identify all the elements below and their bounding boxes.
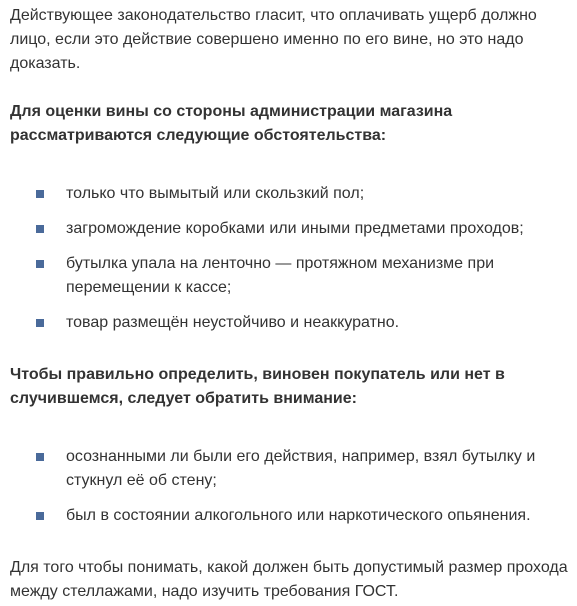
square-bullet-icon — [36, 190, 44, 198]
list-item-text: был в состоянии алкогольного или наркотического опьянения. — [66, 507, 531, 524]
section2-list — [10, 445, 569, 528]
square-bullet-icon — [36, 453, 44, 461]
list-item-text: товар размещён неустойчиво и неаккуратно. — [66, 314, 400, 331]
list-item — [36, 445, 569, 493]
list-item-text: только что вымытый или скользкий пол; — [66, 185, 365, 202]
list-item — [36, 217, 569, 241]
section2-heading: Чтобы правильно определить, виновен покупатель или нет в случившемся, следует обратить внимание: — [10, 366, 505, 407]
list-item-text: бутылка упала на ленточно — протяжном механизме при перемещении к кассе; — [66, 255, 495, 296]
section1-heading: Для оценки вины со стороны администрации магазина рассматриваются следующие обстоятельства: — [10, 103, 453, 144]
intro-paragraph: Действующее законодательство гласит, что оплачивать ущерб должно лицо, если это действие совершено именно по его вине, но это надо доказать. — [10, 7, 537, 72]
list-item — [36, 504, 569, 528]
list-item-text: осознанными ли были его действия, например, взял бутылку и стукнул её об стену; — [66, 448, 536, 489]
square-bullet-icon — [36, 225, 44, 233]
list-item-text: загромождение коробками или иными предметами проходов; — [66, 220, 524, 237]
list-item — [36, 252, 569, 300]
square-bullet-icon — [36, 319, 44, 327]
list-item — [36, 182, 569, 206]
square-bullet-icon — [36, 260, 44, 268]
section2-list-container — [10, 445, 569, 528]
section1-list-container — [10, 182, 569, 335]
square-bullet-icon — [36, 512, 44, 520]
section1-list — [10, 182, 569, 335]
outro-paragraph: Для того чтобы понимать, какой должен быть допустимый размер прохода между стеллажами, надо изучить требования ГОСТ. — [10, 559, 568, 600]
list-item — [36, 311, 569, 335]
